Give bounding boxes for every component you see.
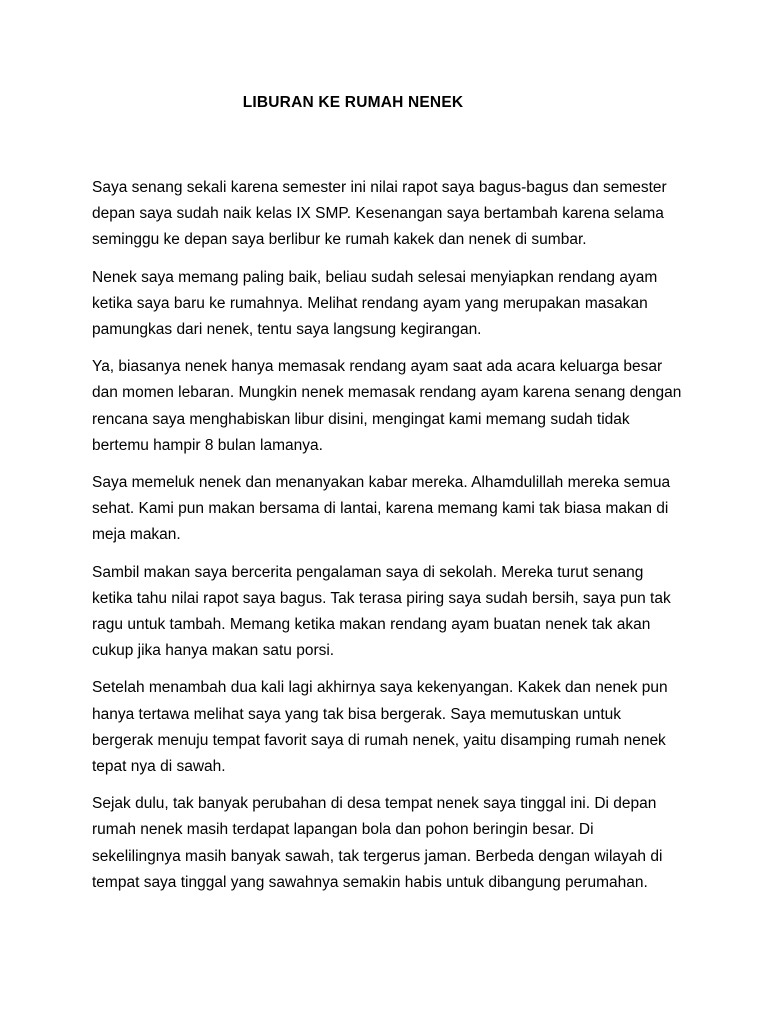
document-body <box>92 175 682 907</box>
paragraph-3: Ya, biasanya nenek hanya memasak rendang ayam saat ada acara keluarga besar dan momen lebaran. Mungkin nenek memasak rendang ayam karena senang dengan rencana saya menghabiskan libur disini, mengingat kami memang sudah tidak bertemu hampir 8 bulan lamanya. <box>92 358 682 454</box>
paragraph-5: Sambil makan saya bercerita pengalaman saya di sekolah. Mereka turut senang ketika tahu nilai rapot saya bagus. Tak terasa piring saya sudah bersih, saya pun tak ragu untuk tambah. Memang ketika makan rendang ayam buatan nenek tak akan cukup jika hanya makan satu porsi. <box>92 563 671 660</box>
paragraph-1: Saya senang sekali karena semester ini nilai rapot saya bagus-bagus dan semester depan saya sudah naik kelas IX SMP. Kesenangan saya bertambah karena selama seminggu ke depan saya berlibur ke rumah kakek dan nenek di sumbar. <box>92 179 667 249</box>
paragraph-4: Saya memeluk nenek dan menanyakan kabar mereka. Alhamdulillah mereka semua sehat. Kami pun makan bersama di lantai, karena memang kami tak biasa makan di meja makan. <box>92 474 671 544</box>
document-title: LIBURAN KE RUMAH NENEK <box>242 94 464 111</box>
paragraph-6: Setelah menambah dua kali lagi akhirnya saya kekenyangan. Kakek dan nenek pun hanya tertawa melihat saya yang tak bisa bergerak. Saya memutuskan untuk bergerak menuju tempat favorit saya di rumah nenek, yaitu disamping rumah nenek tepat nya di sawah. <box>92 679 668 776</box>
paragraph-2: Nenek saya memang paling baik, beliau sudah selesai menyiapkan rendang ayam ketika saya baru ke rumahnya. Melihat rendang ayam yang merupakan masakan pamungkas dari nenek, tentu saya langsung kegirangan. <box>92 268 658 339</box>
paragraph-7: Sejak dulu, tak banyak perubahan di desa tempat nenek saya tinggal ini. Di depan rumah nenek masih terdapat lapangan bola dan pohon beringin besar. Di sekelilingnya masih banyak sawah, tak tergerus jaman. Berbeda dengan wilayah di tempat saya tinggal yang sawahnya semakin habis untuk dibangung perumahan. <box>92 795 663 891</box>
